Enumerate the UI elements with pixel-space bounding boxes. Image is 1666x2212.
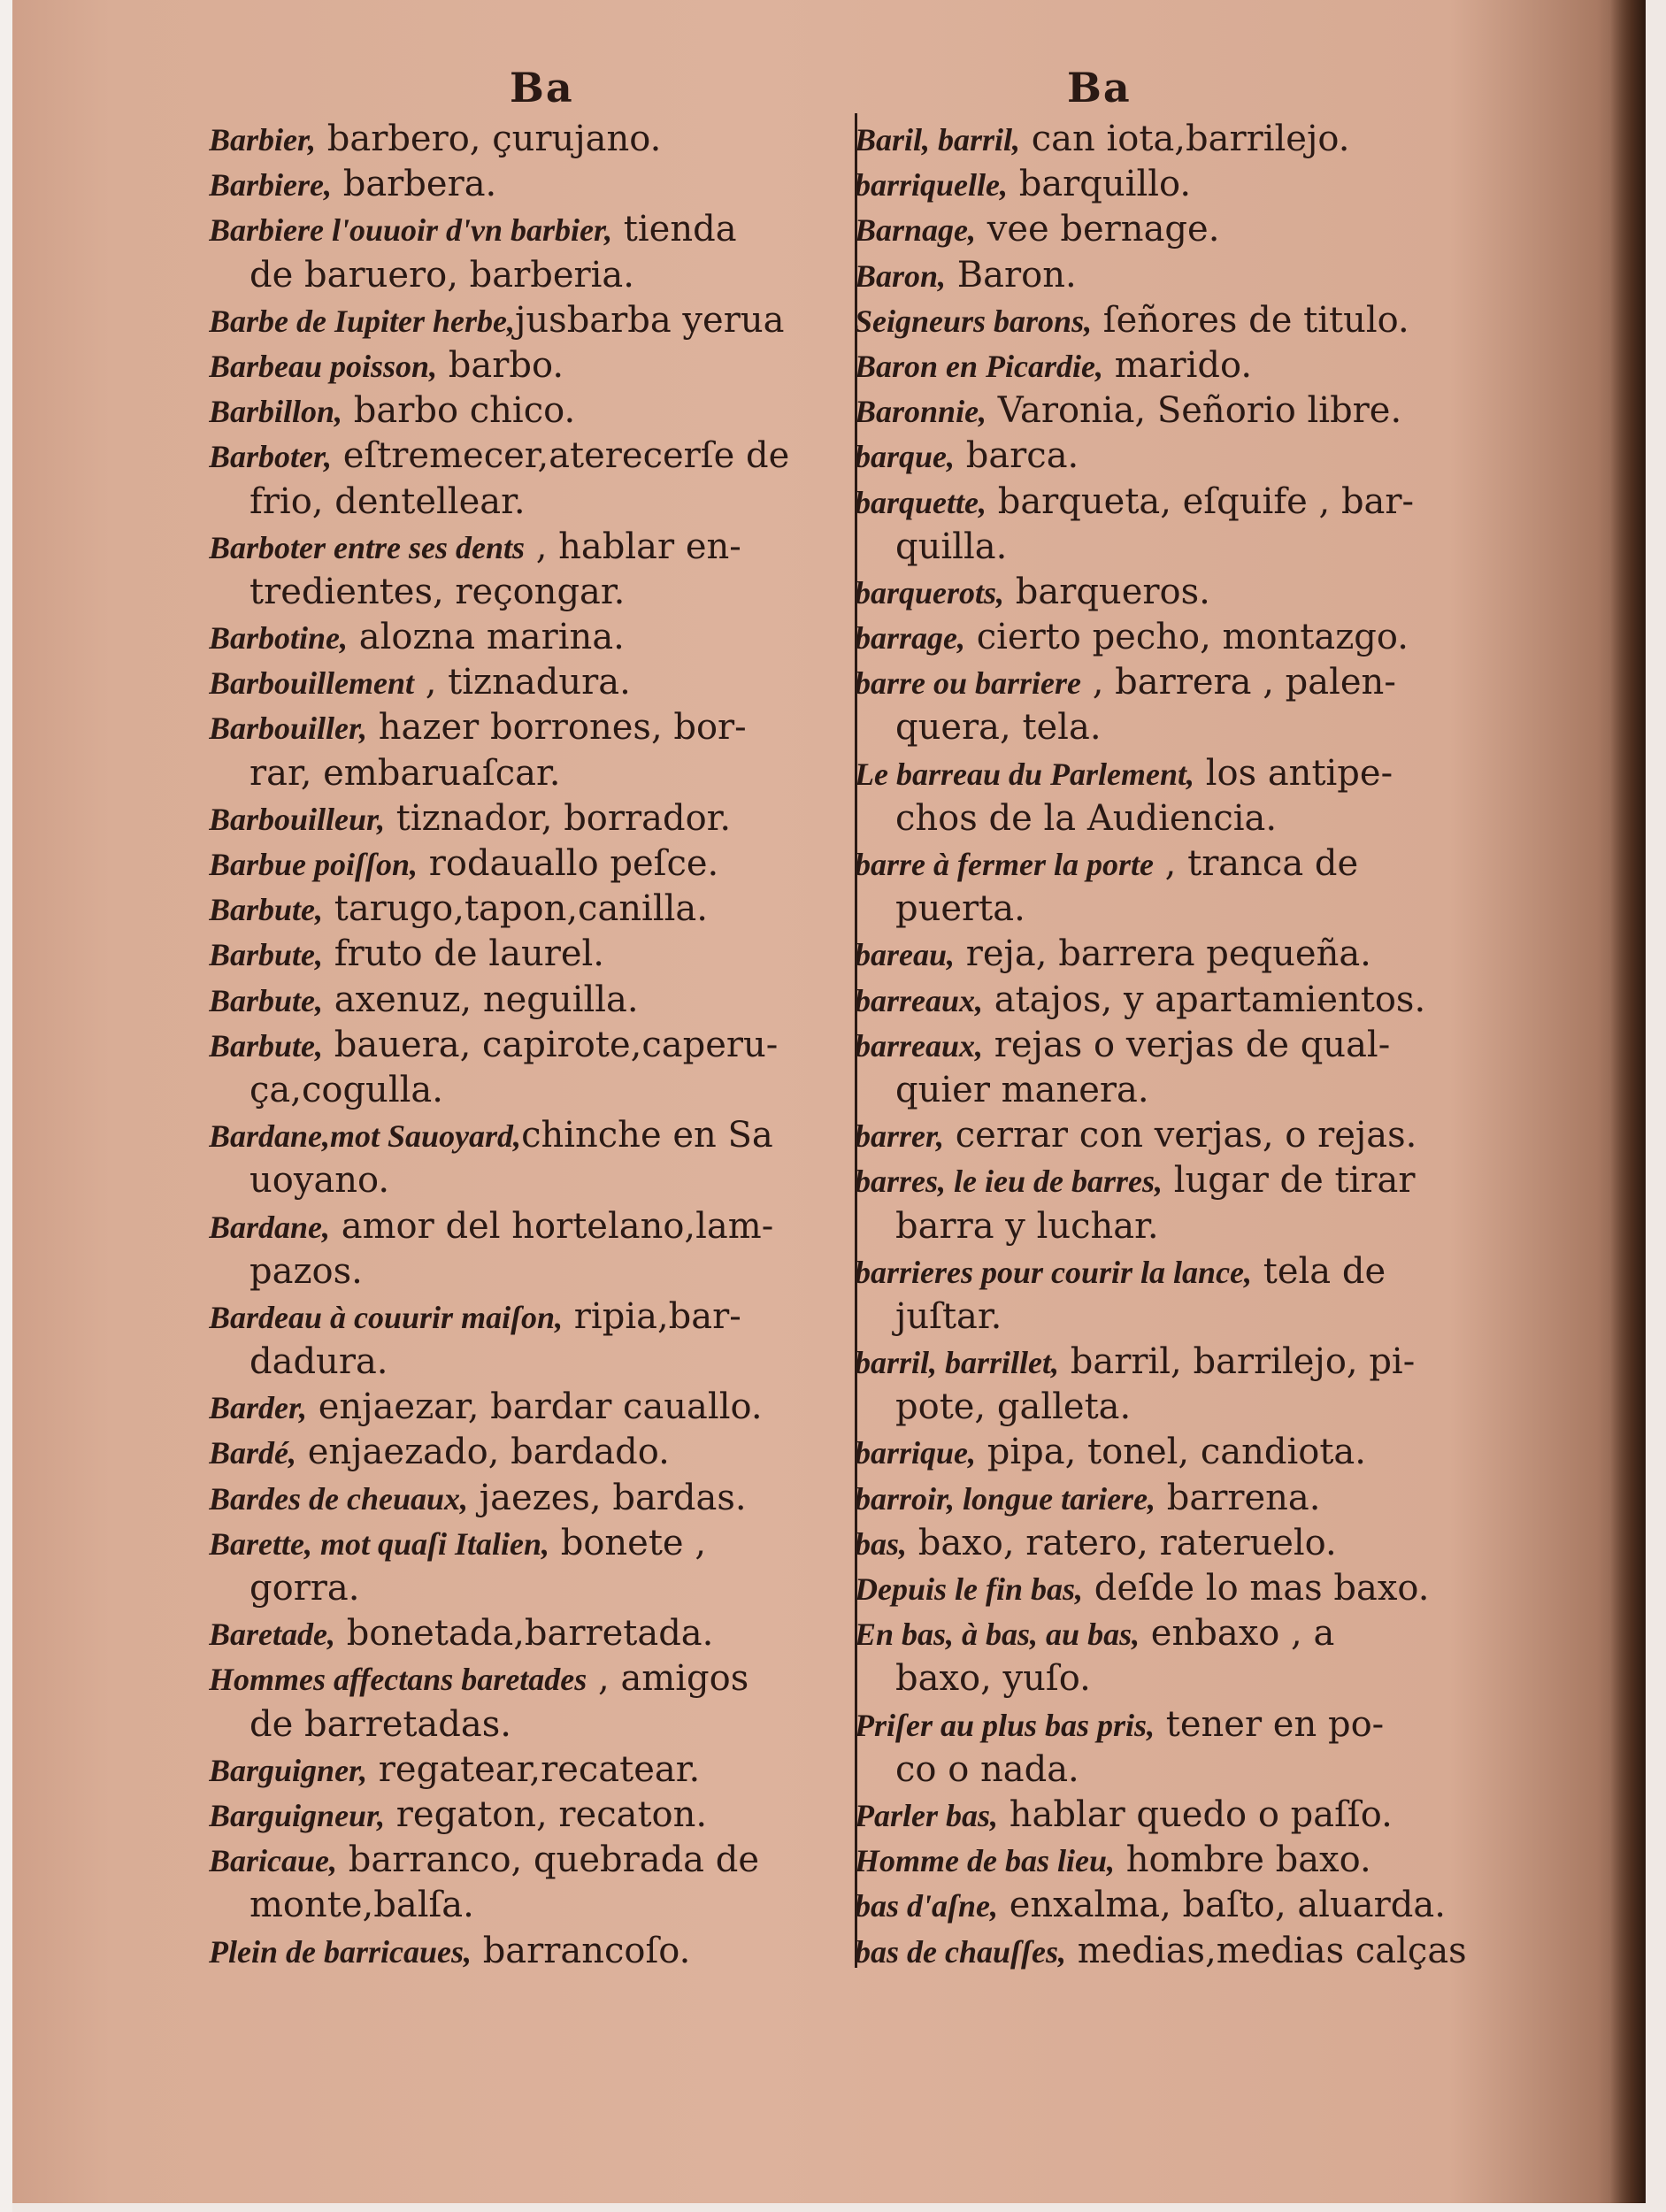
headword: Barnage, (855, 212, 977, 249)
dictionary-entry-line (209, 1656, 846, 1701)
definition-text: medias,medias calças (1065, 1930, 1467, 1971)
dictionary-entry-line (209, 1385, 846, 1430)
headword: Barbute, (209, 982, 324, 1018)
headword: Le barreau du Parlement, (855, 756, 1194, 792)
dictionary-entry-line (855, 162, 1527, 207)
definition-text: rar, embaruaſcar. (250, 752, 561, 794)
headword: Barguigneur, (209, 1797, 386, 1833)
dictionary-entry-line (855, 1385, 1527, 1430)
headword: Barbute, (209, 892, 324, 928)
dictionary-entry-line (209, 1340, 846, 1385)
headword: Barguigner, (209, 1752, 368, 1788)
definition-text: , tiznadura. (414, 662, 631, 703)
definition-text: jaezes, bardas. (468, 1477, 747, 1518)
dictionary-entry-line (209, 253, 846, 298)
dictionary-entry-line (855, 1294, 1527, 1340)
headword: barquerots, (855, 574, 1005, 611)
definition-text: tiznador, borrador. (385, 797, 732, 839)
running-header-left: Ba (510, 64, 574, 111)
headword: Barbiere l'ouuoir d'vn barbier, (209, 212, 613, 249)
headword: Baril, barril, (855, 122, 1021, 157)
dictionary-entry-line (209, 388, 846, 434)
definition-text: barca. (955, 435, 1079, 477)
dictionary-entry-line (855, 1656, 1527, 1701)
definition-text: alozna marina. (348, 617, 625, 658)
dictionary-entry-line (209, 298, 846, 343)
dictionary-entry-line (855, 343, 1527, 388)
definition-text: , tranca de (1153, 843, 1359, 884)
dictionary-entry-line (209, 1838, 846, 1883)
dictionary-entry-line (855, 1476, 1527, 1521)
headword: Barbute, (209, 1027, 324, 1064)
headword: barreaux, (855, 1027, 984, 1064)
dictionary-entry-line (855, 978, 1527, 1023)
dictionary-entry-line (855, 1702, 1527, 1747)
definition-text: enjaezado, bardado. (296, 1432, 670, 1473)
headword: Baricaue, (209, 1843, 338, 1879)
headword: Barbotine, (209, 620, 349, 657)
definition-text: rodauallo peſce. (418, 843, 719, 884)
dictionary-entry-line (855, 1611, 1527, 1656)
dictionary-entry-line (209, 570, 846, 615)
headword: Barbouillement (209, 665, 415, 702)
scan-margin (0, 0, 12, 2212)
definition-text: tarugo,tapon,canilla. (323, 888, 708, 930)
headword: Baretade, (209, 1617, 335, 1653)
definition-text: uoyano. (250, 1160, 390, 1202)
headword: Parler bas, (855, 1797, 998, 1833)
definition-text: enxalma, baſto, aluarda. (998, 1885, 1446, 1926)
dictionary-entry-line (855, 1249, 1527, 1294)
definition-text: barbo. (437, 344, 564, 386)
definition-text: ça,cogulla. (250, 1069, 443, 1110)
definition-text: barqueros. (1004, 571, 1210, 612)
dictionary-entry-line (209, 1430, 846, 1475)
definition-text: baxo, yuſo. (895, 1658, 1091, 1700)
right-column (855, 117, 1527, 1974)
dictionary-entry-line (209, 117, 846, 162)
dictionary-entry-line (855, 1929, 1527, 1974)
definition-text: chos de la Audiencia. (895, 797, 1278, 839)
headword: barre ou barriere (855, 665, 1082, 702)
dictionary-entry-line (855, 1521, 1527, 1566)
headword: bas de chauſſes, (855, 1933, 1066, 1970)
dictionary-entry-line (855, 615, 1527, 660)
headword: barque, (855, 439, 956, 475)
definition-text: hombre baxo. (1114, 1839, 1371, 1881)
definition-text: baxo, ratero, rateruelo. (907, 1522, 1337, 1563)
headword: Plein de barricaues, (209, 1933, 472, 1970)
definition-text: quera, tela. (895, 707, 1102, 749)
dictionary-entry-line (855, 434, 1527, 479)
dictionary-entry-line (209, 1747, 846, 1793)
headword: Barboter entre ses dents (209, 529, 526, 565)
dictionary-entry-line (855, 1566, 1527, 1611)
definition-text: pazos. (250, 1250, 363, 1292)
definition-text: barbera. (332, 164, 497, 205)
dictionary-entry-line (855, 796, 1527, 841)
headword: Bardes de cheuaux, (209, 1480, 469, 1517)
headword: barril, barrillet, (855, 1345, 1060, 1381)
headword: Barbe de Iupiter herbe, (209, 303, 515, 339)
definition-text: vee bernage. (976, 209, 1220, 250)
dictionary-entry-line (855, 887, 1527, 932)
definition-text: los antipe- (1194, 752, 1393, 794)
definition-text: barrena. (1155, 1477, 1321, 1518)
definition-text: regaton, recaton. (385, 1793, 708, 1835)
dictionary-entry-line (855, 1838, 1527, 1883)
definition-text: dadura. (250, 1341, 388, 1383)
definition-text: can iota,barrilejo. (1020, 119, 1350, 159)
dictionary-entry-line (209, 207, 846, 252)
dictionary-entry-line (209, 660, 846, 705)
definition-text: regatear,recatear. (367, 1748, 701, 1790)
definition-text: deſde lo mas baxo. (1083, 1568, 1430, 1609)
dictionary-entry-line (209, 1023, 846, 1068)
headword: Barboter, (209, 439, 333, 475)
definition-text: lugar de tirar (1162, 1160, 1416, 1202)
headword: Barbiere, (209, 167, 332, 204)
dictionary-entry-line (209, 796, 846, 841)
definition-text: pote, galleta. (895, 1386, 1132, 1428)
headword: Bardeau à couurir maiſon, (209, 1299, 564, 1335)
dictionary-entry-line (855, 388, 1527, 434)
dictionary-entry-line (855, 298, 1527, 343)
dictionary-entry-line (855, 660, 1527, 705)
dictionary-entry-line (209, 1158, 846, 1203)
dictionary-entry-line (855, 1747, 1527, 1793)
headword: barrique, (855, 1435, 977, 1471)
dictionary-entry-line (209, 1204, 846, 1249)
definition-text: frio, dentellear. (250, 480, 526, 522)
definition-text: , hablar en- (525, 526, 741, 567)
dictionary-entry-line (209, 1702, 846, 1747)
definition-text: cierto pecho, montazgo. (965, 617, 1409, 658)
definition-text: barranco, quebrada de (337, 1839, 760, 1881)
dictionary-entry-line (855, 1158, 1527, 1203)
headword: Baron, (855, 257, 947, 294)
dictionary-entry-line (855, 1204, 1527, 1249)
dictionary-entry-line (855, 525, 1527, 570)
headword: Hommes affectans baretades (209, 1662, 587, 1698)
dictionary-entry-line (855, 841, 1527, 887)
headword: Barbeau poisson, (209, 348, 438, 384)
headword: barre à fermer la porte (855, 847, 1154, 882)
definition-text: gorra. (250, 1568, 360, 1609)
dictionary-entry-line (209, 705, 846, 750)
definition-text: co o nada. (895, 1748, 1079, 1790)
headword: Bardé, (209, 1435, 296, 1471)
dictionary-entry-line (855, 1023, 1527, 1068)
definition-text: , amigos (587, 1658, 749, 1700)
definition-text: Baron. (946, 254, 1077, 296)
page-spine-shadow (1610, 0, 1646, 2203)
definition-text: barril, barrilejo, pi- (1059, 1341, 1416, 1383)
dictionary-entry-line (855, 253, 1527, 298)
definition-text: puerta. (895, 888, 1025, 930)
definition-text: de barretadas. (250, 1703, 511, 1745)
dictionary-entry-line (209, 978, 846, 1023)
headword: bas d'aſne, (855, 1888, 998, 1924)
dictionary-entry-line (209, 1294, 846, 1340)
definition-text: cerrar con verjas, o rejas. (944, 1115, 1417, 1156)
dictionary-entry-line (209, 1113, 846, 1158)
definition-text: tienda (612, 209, 737, 250)
running-header-right: Ba (1067, 64, 1132, 111)
definition-text: fruto de laurel. (323, 933, 604, 975)
definition-text: chinche en Sa (521, 1115, 773, 1156)
dictionary-entry-line (209, 1476, 846, 1521)
definition-text: ſeñores de titulo. (1092, 299, 1409, 341)
headword: barriquelle, (855, 167, 1009, 204)
headword: Priſer au plus bas pris, (855, 1707, 1155, 1743)
headword: Barbouiller, (209, 710, 368, 747)
headword: barres, le ieu de barres, (855, 1164, 1163, 1200)
dictionary-entry-line (209, 1611, 846, 1656)
dictionary-entry-line (855, 1793, 1527, 1838)
definition-text: bauera, capirote,caperu- (323, 1024, 779, 1065)
headword: Barbute, (209, 937, 324, 973)
definition-text: de baruero, barberia. (250, 254, 634, 296)
headword: Baronnie, (855, 394, 987, 430)
headword: Depuis le fin bas, (855, 1571, 1084, 1607)
definition-text: barrancoſo. (471, 1930, 691, 1971)
definition-text: amor del hortelano,lam- (330, 1205, 774, 1247)
headword: Barbouilleur, (209, 801, 386, 837)
definition-text: bonetada,barretada. (334, 1613, 714, 1655)
definition-text: jusbarba yerua (515, 299, 785, 341)
definition-text: rejas o verjas de qual- (983, 1024, 1391, 1065)
definition-text: pipa, tonel, candiota. (976, 1432, 1366, 1473)
dictionary-entry-line (209, 1068, 846, 1113)
definition-text: tredientes, reçongar. (250, 571, 626, 612)
definition-text: monte,balſa. (250, 1885, 474, 1926)
dictionary-entry-line (209, 932, 846, 977)
headword: barrer, (855, 1118, 945, 1155)
dictionary-entry-line (209, 525, 846, 570)
definition-text: Varonia, Señorio libre. (987, 390, 1402, 432)
dictionary-entry-line (855, 570, 1527, 615)
dictionary-entry-line (209, 480, 846, 525)
definition-text: barra y luchar. (895, 1205, 1159, 1247)
dictionary-entry-line (209, 1793, 846, 1838)
headword: Bardane,mot Sauoyard, (209, 1118, 522, 1155)
dictionary-entry-line (855, 751, 1527, 796)
definition-text: axenuz, neguilla. (323, 979, 639, 1020)
left-column (209, 117, 846, 1974)
definition-text: atajos, y apartamientos. (983, 979, 1426, 1020)
definition-text: quier manera. (895, 1069, 1149, 1110)
dictionary-entry-line (209, 841, 846, 887)
definition-text: tener en po- (1155, 1703, 1385, 1745)
definition-text: barbero, çurujano. (316, 119, 662, 159)
definition-text: hazer borrones, bor- (367, 707, 747, 749)
dictionary-entry-line (855, 1340, 1527, 1385)
definition-text: , barrera , palen- (1081, 662, 1396, 703)
dictionary-entry-line (209, 1566, 846, 1611)
headword: Seigneurs barons, (855, 303, 1093, 339)
definition-text: barbo chico. (342, 390, 576, 432)
dictionary-entry-line (855, 932, 1527, 977)
definition-text: barqueta, eſquife , bar- (987, 480, 1415, 522)
definition-text: eſtremecer,aterecerſe de (332, 435, 790, 477)
headword: Bardane, (209, 1209, 331, 1245)
dictionary-entry-line (209, 434, 846, 479)
headword: Barder, (209, 1390, 308, 1426)
headword: bas, (855, 1525, 908, 1562)
definition-text: marido. (1103, 344, 1253, 386)
definition-text: bonete , (549, 1522, 707, 1563)
headword: barquette, (855, 484, 987, 520)
dictionary-entry-line (855, 1068, 1527, 1113)
dictionary-entry-line (209, 162, 846, 207)
definition-text: enjaezar, bardar cauallo. (307, 1386, 763, 1428)
headword: Baron en Picardie, (855, 348, 1104, 384)
dictionary-entry-line (209, 887, 846, 932)
dictionary-entry-line (209, 1521, 846, 1566)
definition-text: tela de (1252, 1250, 1386, 1292)
dictionary-entry-line (855, 1430, 1527, 1475)
headword: Barette, mot quaſi Italien, (209, 1525, 550, 1562)
headword: Barbillon, (209, 394, 343, 430)
headword: barroir, longue tariere, (855, 1480, 1156, 1517)
definition-text: juſtar. (895, 1295, 1002, 1337)
headword: barreaux, (855, 982, 984, 1018)
dictionary-entry-line (209, 1883, 846, 1928)
dictionary-entry-line (209, 1249, 846, 1294)
definition-text: ripia,bar- (563, 1295, 741, 1337)
dictionary-entry-line (855, 1113, 1527, 1158)
dictionary-entry-line (855, 207, 1527, 252)
headword: barrieres pour courir la lance, (855, 1254, 1253, 1290)
dictionary-entry-line (855, 480, 1527, 525)
dictionary-entry-line (209, 615, 846, 660)
dictionary-entry-line (855, 117, 1527, 162)
definition-text: barquillo. (1008, 164, 1192, 205)
headword: En bas, à bas, au bas, (855, 1617, 1140, 1653)
dictionary-entry-line (209, 751, 846, 796)
definition-text: enbaxo , a (1140, 1613, 1335, 1655)
headword: bareau, (855, 937, 956, 973)
dictionary-entry-line (855, 705, 1527, 750)
headword: Barbue poiſſon, (209, 847, 418, 882)
definition-text: reja, barrera pequeña. (955, 933, 1371, 975)
dictionary-entry-line (209, 1929, 846, 1974)
dictionary-entry-line (855, 1883, 1527, 1928)
dictionary-entry-line (209, 343, 846, 388)
headword: Homme de bas lieu, (855, 1843, 1115, 1879)
headword: Barbier, (209, 122, 317, 157)
definition-text: hablar quedo o paſſo. (998, 1793, 1393, 1835)
headword: barrage, (855, 620, 965, 657)
definition-text: quilla. (895, 526, 1008, 567)
